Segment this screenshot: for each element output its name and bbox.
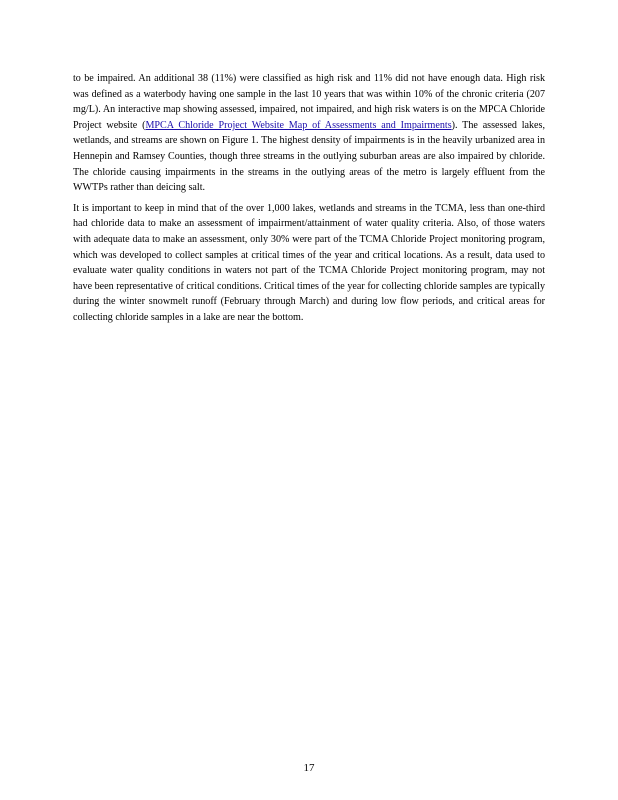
body-text (73, 71, 545, 331)
paragraph-text-start: to be impaired. An additional 38 (11%) were classified as high risk and 11% did not have enough data. High risk was defined as a waterbody having one sample in the last 10 years that was within 10% of the chronic criteria (207 mg/L). An interactive map showing assessed, impaired, not impaired, and high risk waters is on the MPCA Chloride Project website ( (73, 73, 545, 131)
paragraph-impairment-summary (73, 71, 545, 196)
paragraph-data-limitations: It is important to keep in mind that of the over 1,000 lakes, wetlands and streams in the TCMA, less than one-third had chloride data to make an assessment of impairment/attainment of water quality criteria. Also, of those waters with adequate data to make an assessment, only 30% were part of the TCMA Chloride Project monitoring program, which was developed to collect samples at critical times of the year and critical locations. As a result, data used to evaluate water quality conditions in waters not part of the TCMA Chloride Project monitoring program, may not have been representative of critical conditions. Critical times of the year for collecting chloride samples are typically during the winter snowmelt runoff (February through March) and during low flow periods, and critical areas for collecting chloride samples in a lake are near the bottom. (73, 202, 545, 323)
paragraph-text-end: ). The assessed lakes, wetlands, and streams are shown on Figure 1. The highest density of impairments is in the heavily urbanized area in Hennepin and Ramsey Counties, though three streams in the outlying suburban areas are also impaired by chloride. The chloride causing impairments in the streams in the outlying areas of the metro is largely effluent from the WWTPs rather than deicing salt. (73, 119, 545, 194)
page-number: 17 (303, 762, 315, 774)
mpca-map-link[interactable]: MPCA Chloride Project Website Map of Assessments and Impairments (145, 119, 452, 131)
